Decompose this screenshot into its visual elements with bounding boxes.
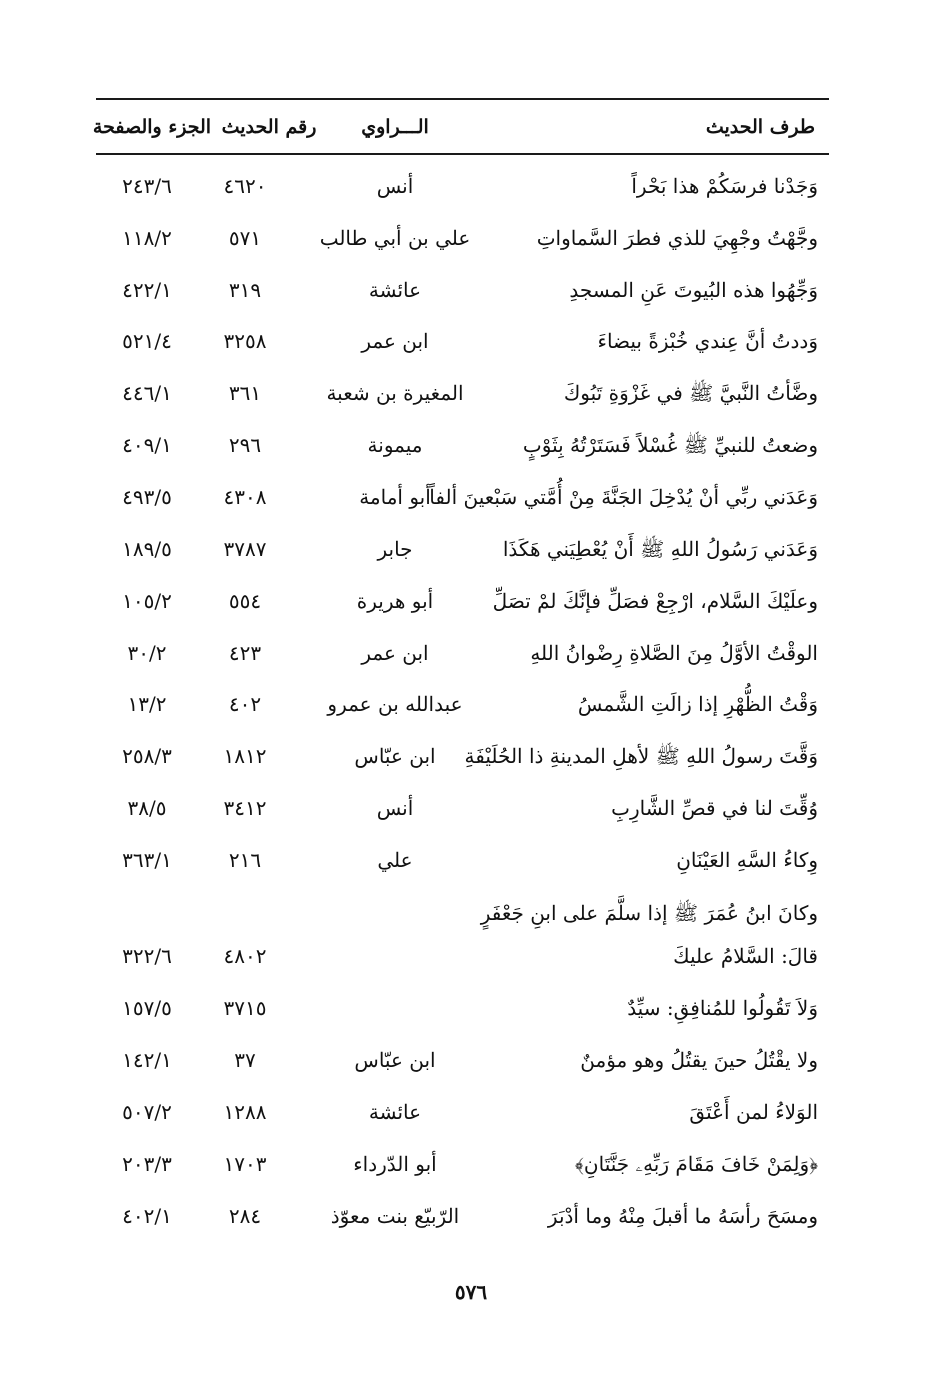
hadith-text: وكانَ ابنُ عُمَرَ ﷺ إذا سلَّمَ على ابنِ جَعْفَرٍ <box>480 901 818 925</box>
table-row <box>0 375 942 411</box>
volume-page: ٥٢١/٤ <box>122 329 172 353</box>
hadith-number: ٤٨٠٢ <box>223 944 267 968</box>
hadith-text: وَددتُ أنَّ عِندي خُبْزةً بيضاءَ <box>597 329 818 353</box>
hadith-text: وَقْتُ الظُّهْرِ إذا زالَتِ الشَّمسُ <box>577 692 818 716</box>
narrator-name: أبو الدّرداء <box>353 1152 437 1176</box>
hadith-number: ٣٧١٥ <box>223 996 267 1020</box>
narrator-name: علي <box>377 848 413 872</box>
narrator-name: ابن عبّاس <box>354 1048 436 1072</box>
volume-page: ٢٥٨/٣ <box>122 744 172 768</box>
hadith-number: ٣٧٨٧ <box>223 537 267 561</box>
header-hadith: طرف الحديث <box>705 116 815 138</box>
header-narrator: الـــراوي <box>361 116 429 138</box>
table-row <box>0 323 942 359</box>
hadith-text: الوقْتُ الأوَّلُ مِنَ الصَّلاةِ رِضْوانُ اللهِ <box>530 641 818 665</box>
table-row <box>0 895 942 931</box>
narrator-name: ابن عبّاس <box>354 744 436 768</box>
hadith-number: ٤٦٢٠ <box>223 174 267 198</box>
narrator-name: أنس <box>376 174 414 198</box>
hadith-number: ٣٧ <box>234 1048 256 1072</box>
hadith-number: ٤٢٣ <box>228 641 262 665</box>
narrator-name: ابن عمر <box>361 329 429 353</box>
hadith-number: ١٧٠٣ <box>223 1152 267 1176</box>
narrator-name: أبو أمامة <box>359 485 431 509</box>
hadith-text: وَعَدَني رَسُولُ اللهِ ﷺ أَنْ يُعْطِيَني هَكَذَا <box>502 537 818 561</box>
table-row <box>0 272 942 308</box>
hadith-number: ٣٢٥٨ <box>223 329 267 353</box>
hadith-text: ولا يقْتُلُ حينَ يقتُلُ وهو مؤمنٌ <box>580 1048 818 1072</box>
hadith-text: وضَّأتُ النَّبيَّ ﷺ في غَزْوَةِ تَبُوكَ <box>563 381 818 405</box>
hadith-text: وَقَّتَ رسولُ اللهِ ﷺ لأهلِ المدينةِ ذا الحُلَيْفَةِ <box>464 744 818 768</box>
table-row <box>0 990 942 1026</box>
hadith-number: ٢٩٦ <box>228 433 262 457</box>
hadith-text: وِكاءُ السَّهِ العَيْنَانِ <box>676 848 818 872</box>
narrator-name: جابر <box>377 537 413 561</box>
volume-page: ١٨٩/٥ <box>122 537 172 561</box>
hadith-number: ٣٤١٢ <box>223 796 267 820</box>
table-row <box>0 790 942 826</box>
hadith-number: ٢٨٤ <box>228 1204 262 1228</box>
table-row <box>0 220 942 256</box>
table-row <box>0 1042 942 1078</box>
table-row <box>0 168 942 204</box>
header-volume-page: الجزء والصفحة <box>92 116 212 138</box>
hadith-number: ٢١٦ <box>228 848 262 872</box>
table-row <box>0 842 942 878</box>
page-number: ٥٧٦ <box>454 1280 488 1304</box>
narrator-name: علي بن أبي طالب <box>319 226 471 250</box>
volume-page: ٢٤٣/٦ <box>122 174 172 198</box>
hadith-number: ٤٣٠٨ <box>223 485 267 509</box>
header-number: رقم الحديث <box>221 116 317 138</box>
hadith-text: وَجِّهُوا هذه البُيوتَ عَنِ المسجدِ <box>569 278 818 302</box>
narrator-name: أبو هريرة <box>356 589 434 613</box>
volume-page: ٥٠٧/٢ <box>122 1100 172 1124</box>
volume-page: ٤٤٦/١ <box>122 381 172 405</box>
volume-page: ١٥٧/٥ <box>122 996 172 1020</box>
hadith-number: ٥٧١ <box>228 226 262 250</box>
table-row <box>0 531 942 567</box>
hadith-text: الوَلاءُ لمن أَعْتَقَ <box>689 1100 818 1124</box>
volume-page: ٣٨/٥ <box>127 796 167 820</box>
narrator-name: عائشة <box>368 278 422 302</box>
hadith-text: وعلَيْكَ السَّلام، ارْجِعْ فصَلِّ فإنَّكَ لمْ تصَلِّ <box>492 589 818 613</box>
hadith-text: وُقِّتَ لنا في قصِّ الشَّارِبِ <box>611 796 818 820</box>
table-row <box>0 635 942 671</box>
hadith-text: قالَ: السَّلامُ عليكَ <box>673 944 818 968</box>
volume-page: ٣٢٢/٦ <box>122 944 172 968</box>
volume-page: ٤٠٢/١ <box>122 1204 172 1228</box>
table-row <box>0 427 942 463</box>
hadith-text: وَلاَ تَقُولُوا للمُنافِقِ: سيِّدٌ <box>627 996 818 1020</box>
hadith-text: ﴿وَلِمَنْ خَافَ مَقَامَ رَبِّهِۦ جَنَّتَانِ﴾ <box>575 1152 818 1176</box>
hadith-number: ١٨١٢ <box>223 744 267 768</box>
table-row <box>0 1094 942 1130</box>
narrator-name: ابن عمر <box>361 641 429 665</box>
hadith-text: وضعتُ للنبيِّ ﷺ غُسْلاً فَسَتَرْتُهُ بِثَوْبٍ <box>522 433 818 457</box>
hadith-number: ١٢٨٨ <box>223 1100 267 1124</box>
narrator-name: ميمونة <box>367 433 423 457</box>
narrator-name: عبدالله بن عمرو <box>327 692 463 716</box>
narrator-name: أنس <box>376 796 414 820</box>
volume-page: ٤٢٢/١ <box>122 278 172 302</box>
hadith-text: ومسَحَ رأسَهُ ما أقبلَ مِنْهُ وما أدْبَرَ <box>547 1204 818 1228</box>
table-row <box>0 1198 942 1234</box>
volume-page: ٣٦٣/١ <box>122 848 172 872</box>
hadith-text: وَجَدْنا فرسَكُمْ هذا بَحْراً <box>631 174 818 198</box>
volume-page: ٣٠/٢ <box>127 641 167 665</box>
table-row <box>0 1146 942 1182</box>
volume-page: ١٠٥/٢ <box>122 589 172 613</box>
volume-page: ٤٩٣/٥ <box>122 485 172 509</box>
table-row <box>0 583 942 619</box>
narrator-name: الرّبيّع بنت معوّذ <box>330 1204 460 1228</box>
volume-page: ٢٠٣/٣ <box>122 1152 172 1176</box>
hadith-number: ٥٥٤ <box>228 589 262 613</box>
table-row <box>0 938 942 974</box>
hadith-number: ٣١٩ <box>228 278 262 302</box>
narrator-name: عائشة <box>368 1100 422 1124</box>
table-row <box>0 686 942 722</box>
volume-page: ١١٨/٢ <box>122 226 172 250</box>
table-row <box>0 738 942 774</box>
table-row <box>0 479 942 515</box>
volume-page: ١٤٢/١ <box>122 1048 172 1072</box>
volume-page: ١٣/٢ <box>127 692 167 716</box>
hadith-number: ٣٦١ <box>228 381 262 405</box>
narrator-name: المغيرة بن شعبة <box>326 381 464 405</box>
hadith-text: وجَّهْتُ وجْهِيَ للذي فطرَ السَّماواتِ <box>536 226 818 250</box>
hadith-text: وَعَدَني ربِّي أنْ يُدْخِلَ الجَنَّةَ مِنْ أُمَّتي سَبْعينَ ألفاً <box>429 485 818 509</box>
hadith-number: ٤٠٢ <box>228 692 262 716</box>
volume-page: ٤٠٩/١ <box>122 433 172 457</box>
